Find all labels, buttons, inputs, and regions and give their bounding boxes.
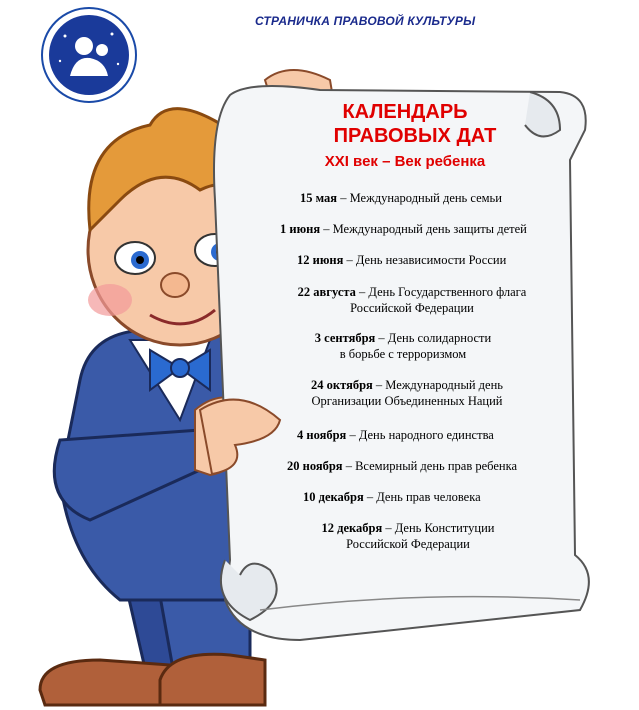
event-date: 24 октября [311, 378, 373, 392]
event-text: – День солидарности [375, 331, 492, 345]
event-date: 15 мая [300, 191, 338, 205]
event-text: – Международный день семьи [337, 191, 502, 205]
event-date: 12 декабря [321, 521, 383, 535]
event-item [282, 377, 532, 409]
event-item [280, 221, 527, 237]
event-item [293, 330, 513, 362]
event-text-line2: в борьбе с терроризмом [339, 347, 467, 361]
calendar-title-line2: ПРАВОВЫХ ДАТ [333, 125, 497, 147]
event-date: 22 августа [297, 285, 356, 299]
event-text: – Всемирный день прав ребенка [342, 459, 518, 473]
event-item [300, 190, 502, 206]
event-date: 1 июня [280, 222, 321, 236]
page-header: СТРАНИЧКА ПРАВОВОЙ КУЛЬТУРЫ [255, 14, 476, 28]
event-text: – Международный день защиты детей [320, 222, 527, 236]
event-item [287, 458, 517, 474]
event-text-line2: Организации Объединенных Наций [311, 394, 503, 408]
calendar-title-line1: КАЛЕНДАРЬ [342, 101, 468, 123]
event-text: – Международный день [372, 378, 503, 392]
event-date: 4 ноября [297, 428, 347, 442]
event-text: – День Государственного флага [355, 285, 527, 299]
event-date: 10 декабря [303, 490, 364, 504]
event-date: 3 сентября [314, 331, 376, 345]
event-text: – День народного единства [346, 428, 494, 442]
event-text: – День прав человека [363, 490, 481, 504]
event-text: – День Конституции [382, 521, 495, 535]
event-item [297, 252, 506, 268]
event-date: 20 ноября [287, 459, 343, 473]
event-item [278, 284, 546, 316]
event-text-line2: Российской Федерации [346, 537, 470, 551]
event-date: 12 июня [297, 253, 344, 267]
event-text: – День независимости России [343, 253, 507, 267]
event-item [303, 520, 513, 552]
event-item [303, 489, 481, 505]
logo-emblem [40, 6, 138, 104]
calendar-subtitle: XXI век – Век ребенка [324, 153, 486, 170]
event-item [297, 427, 494, 443]
event-text-line2: Российской Федерации [350, 301, 474, 315]
